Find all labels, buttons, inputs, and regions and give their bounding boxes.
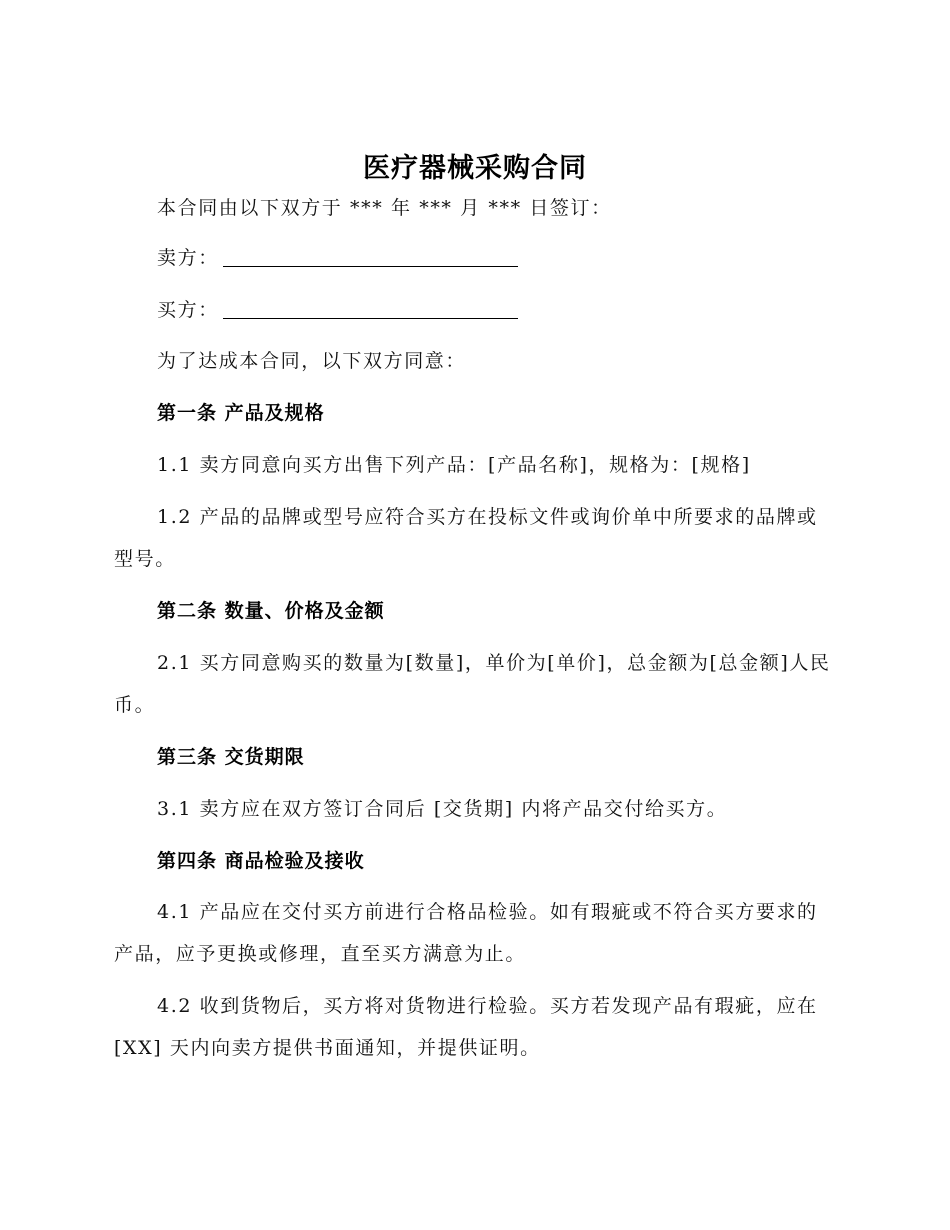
seller-label: 卖方： [157, 247, 219, 269]
article-4-heading: 第四条 商品检验及接收 [157, 850, 365, 872]
document-title: 医疗器械采购合同 [363, 153, 587, 184]
seller-blank-line [223, 248, 518, 267]
clause-4-2-line-1: 4.2 收到货物后，买方将对货物进行检验。买方若发现产品有瑕疵，应在 [157, 995, 818, 1017]
clause-3-1-line-1: 3.1 卖方应在双方签订合同后 [交货期] 内将产品交付给买方。 [157, 798, 728, 820]
article-3-heading: 第三条 交货期限 [157, 746, 305, 768]
buyer-label: 买方： [157, 299, 219, 321]
clause-2-1-line-2: 币。 [114, 694, 156, 716]
seller-field [157, 246, 518, 270]
clause-4-1-line-1: 4.1 产品应在交付买方前进行合格品检验。如有瑕疵或不符合买方要求的 [157, 901, 818, 923]
clause-1-2-line-2: 型号。 [114, 548, 176, 570]
agreement-line: 为了达成本合同，以下双方同意： [157, 350, 467, 372]
clause-4-1-line-2: 产品，应予更换或修理，直至买方满意为止。 [114, 943, 527, 965]
intro-line: 本合同由以下双方于 *** 年 *** 月 *** 日签订： [157, 197, 612, 219]
buyer-blank-line [223, 300, 518, 319]
article-1-heading: 第一条 产品及规格 [157, 402, 325, 424]
clause-2-1-line-1: 2.1 买方同意购买的数量为[数量]，单价为[单价]，总金额为[总金额]人民 [157, 652, 831, 674]
buyer-field [157, 298, 518, 322]
article-2-heading: 第二条 数量、价格及金额 [157, 600, 385, 622]
clause-1-2-line-1: 1.2 产品的品牌或型号应符合买方在投标文件或询价单中所要求的品牌或 [157, 506, 818, 528]
clause-1-1-line-1: 1.1 卖方同意向买方出售下列产品：[产品名称]，规格为：[规格] [157, 454, 751, 476]
clause-4-2-line-2: [XX] 天内向卖方提供书面通知，并提供证明。 [114, 1037, 541, 1059]
